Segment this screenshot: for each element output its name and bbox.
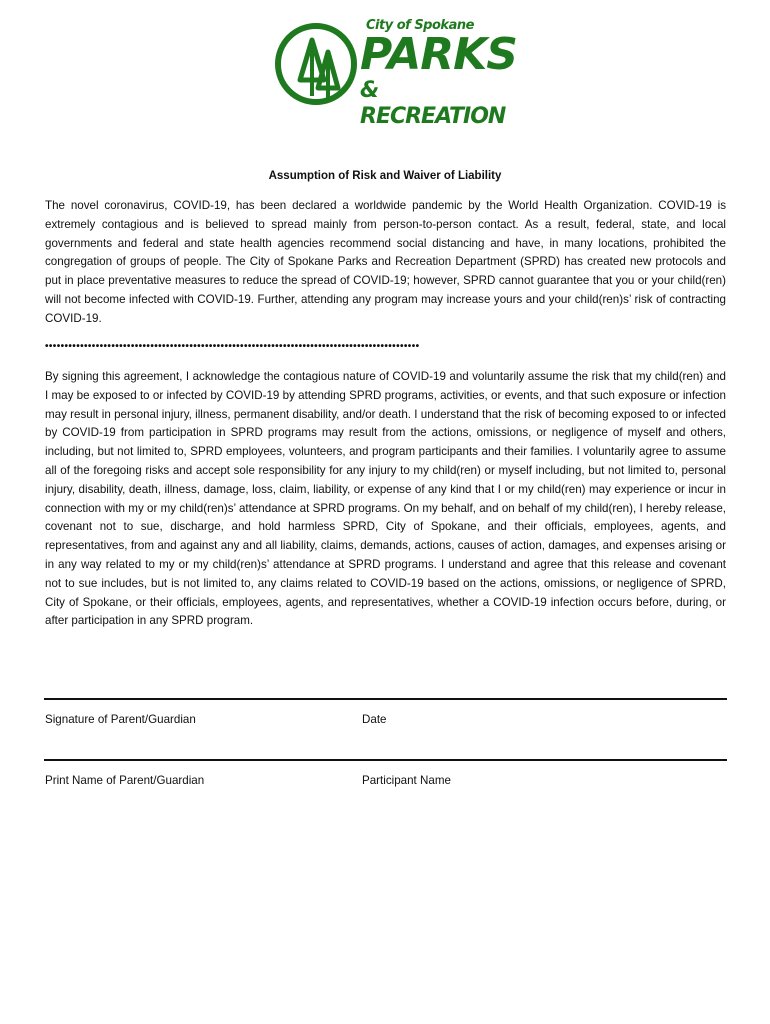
document-title: Assumption of Risk and Waiver of Liability	[268, 170, 502, 182]
date-label: Date	[362, 713, 387, 726]
print-name-label: Print Name of Parent/Guardian	[45, 774, 205, 787]
signature-line-1[interactable]	[44, 698, 727, 700]
covid-intro-paragraph: The novel coronavirus, COVID-19, has been declared a worldwide pandemic by the World Health Organization. COVID-19 is extremely contagious and is believed to spread mainly from person-to-person contact. As a result, federal, state, and local governments and federal and state health agencies recommend social distancing and have, in many locations, prohibited the congregation of groups of people. The City of Spokane Parks and Recreation Department (SPRD) has created new protocols and put in place preventative measures to reduce the spread of COVID-19; however, SPRD cannot guarantee that you or your child(ren) will not become infected with COVID-19. Further, attending any program may increase yours and your child(ren)s’ risk of contracting COVID-19.	[45, 199, 726, 325]
signature-line-2[interactable]	[44, 759, 727, 761]
logo-city-text: City of Spokane	[366, 18, 474, 33]
parent-signature-label: Signature of Parent/Guardian	[45, 713, 196, 726]
participant-name-label: Participant Name	[362, 774, 451, 787]
logo-parks-text: PARKS	[360, 29, 517, 80]
logo-recreation-text: & RECREATION	[360, 78, 506, 129]
dotted-separator: ••••••••••••••••••••••••••••••••••••••••••••••••••••••••••••••••••••••••••••••••••••••••••••••••	[45, 341, 420, 352]
parks-logo	[274, 18, 517, 129]
waiver-agreement-paragraph: By signing this agreement, I acknowledge the contagious nature of COVID-19 and voluntarily assume the risk that my child(ren) and I may be exposed to or infected by COVID-19 by attending SPRD programs, activities, or events, and that such exposure or infection may result in personal injury, illness, permanent disability, and/or death. I understand that the risk of becoming exposed to or infected by COVID-19 from participation in SPRD programs may result from the actions, omissions, or negligence of myself and others, including, but not limited to, SPRD employees, volunteers, and program participants and their families. I voluntarily agree to assume all of the foregoing risks and accept sole responsibility for any injury to my child(ren) or myself including, but not limited to, personal injury, disability, death, illness, damage, loss, claim, liability, or expense of any kind that I or my child(ren) may experience or incur in connection with my or my child(ren)s’ attendance at SPRD programs. On my behalf, and on behalf of my child(ren), I hereby release, covenant not to sue, discharge, and hold harmless SPRD, City of Spokane, and their officials, employees, agents, and representatives, from and against any and all liability, claims, demands, actions, causes of action, damages, and expenses arising or in any way related to my or my child(ren)s’ attendance at SPRD programs. I understand and agree that this release and covenant not to sue includes, but is not limited to, any claims related to COVID-19 based on the actions, omissions, or negligence of SPRD, City of Spokane, or their officials, employees, agents, and representatives, whether a COVID-19 infection occurs before, during, or after participation in any SPRD program.	[45, 370, 726, 628]
